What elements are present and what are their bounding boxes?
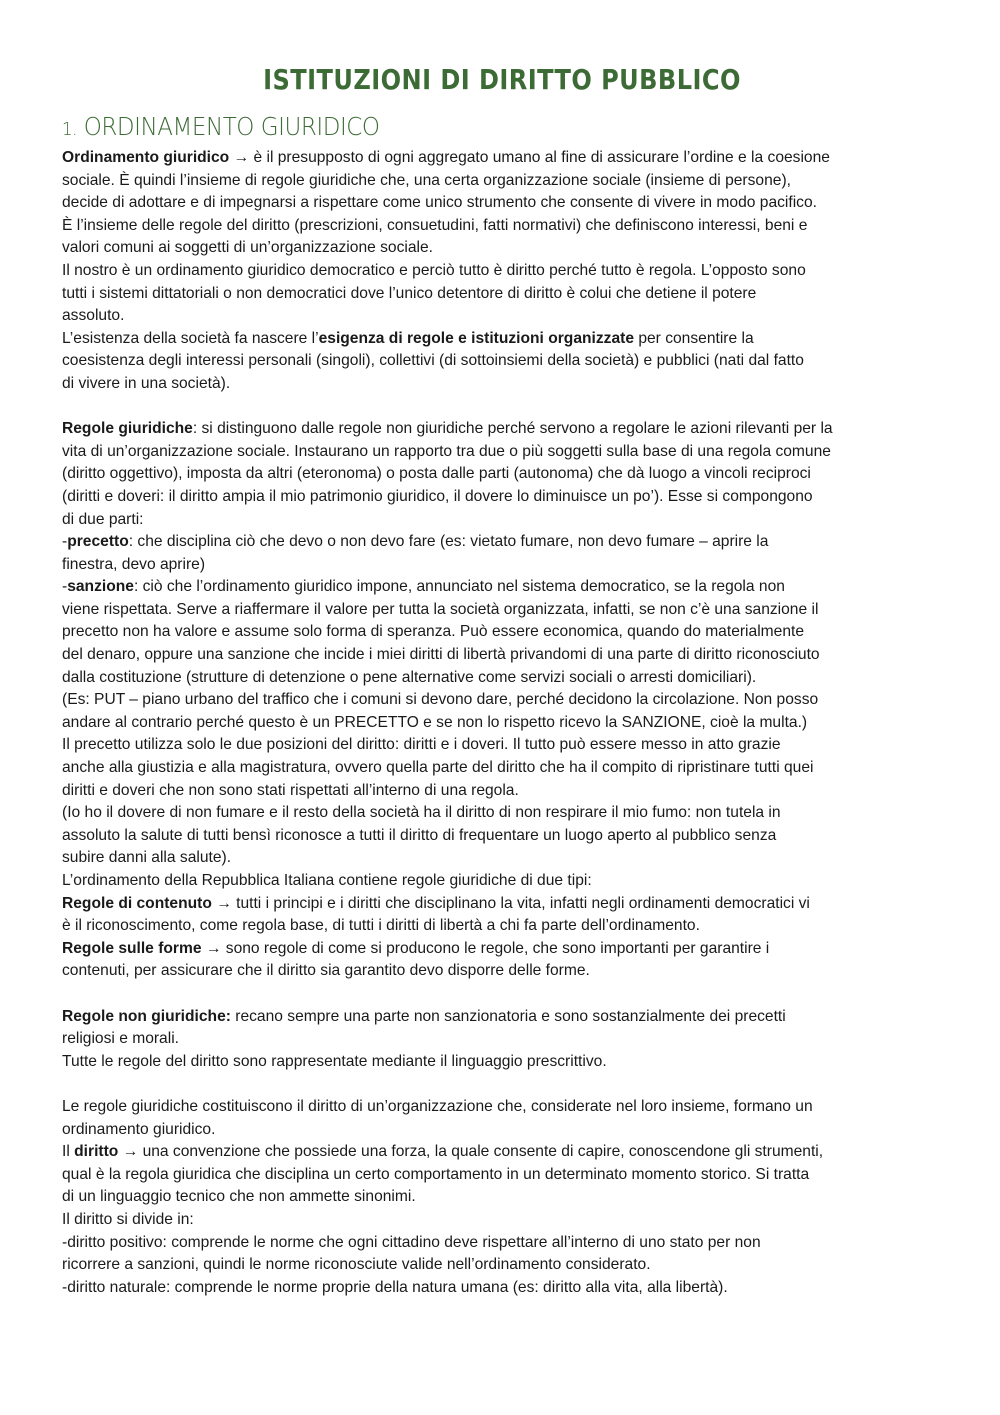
bold-term: Regole di contenuto xyxy=(62,894,212,912)
text-run: -diritto positivo: comprende le norme che ogni cittadino deve rispettare all’interno di uno stato per non xyxy=(62,1233,761,1251)
text-line xyxy=(62,667,942,690)
text-run: andare al contrario perché questo è un PRECETTO e se non lo rispetto ricevo la SANZIONE, cioè la multa.) xyxy=(62,713,808,731)
section-title: ORDINAMENTO GIURIDICO xyxy=(83,112,380,141)
text-line xyxy=(62,757,942,780)
text-run: diritti e doveri che non sono stati rispettati all’interno di una regola. xyxy=(62,781,519,799)
text-run: assoluto. xyxy=(62,307,125,325)
text-run: vita di un’organizzazione sociale. Instaurano un rapporto tra due o più soggetti sulla base di una regola comune xyxy=(62,442,831,460)
text-run: (Es: PUT – piano urbano del traffico che i comuni si devono dare, perché decidono la circolazione. Non posso xyxy=(62,691,819,709)
text-line xyxy=(62,1254,942,1277)
paragraph-gap xyxy=(62,1073,942,1096)
text-line xyxy=(62,373,942,396)
text-run: : ciò che l’ordinamento giuridico impone, annunciato nel sistema democratico, se la regola non xyxy=(133,578,785,596)
paragraph-gap xyxy=(62,396,942,419)
bold-term: Regole sulle forme xyxy=(62,939,202,957)
text-line xyxy=(62,621,942,644)
text-run: dalla costituzione (strutture di detenzione o pene alternative come servizi sociali o arresti domiciliari). xyxy=(62,668,757,686)
text-line xyxy=(62,825,942,848)
text-run: -diritto naturale: comprende le norme proprie della natura umana (es: diritto alla vita, alla libertà). xyxy=(62,1278,728,1296)
text-run: religiosi e morali. xyxy=(62,1030,179,1048)
text-run: Il nostro è un ordinamento giuridico democratico e perciò tutto è diritto perché tutto è regola. L’opposto sono xyxy=(62,261,806,279)
section-number: 1. xyxy=(62,119,77,140)
text-line xyxy=(62,1119,942,1142)
text-line xyxy=(62,531,942,554)
text-line xyxy=(62,847,942,870)
document-title: ISTITUZIONI DI DIRITTO PUBBLICO xyxy=(263,63,741,96)
text-line xyxy=(62,938,942,961)
bold-term: esigenza di regole e istituzioni organizzate xyxy=(318,329,634,347)
text-run: assoluto la salute di tutti bensì riconosce a tutti il diritto di frequentare un luogo aperto al pubblico senza xyxy=(62,826,777,844)
text-line xyxy=(62,1006,942,1029)
text-run: - xyxy=(62,578,68,596)
text-line xyxy=(62,1209,942,1232)
text-line xyxy=(62,260,942,283)
text-line xyxy=(62,554,942,577)
text-run: ordinamento giuridico. xyxy=(62,1120,216,1138)
text-run: viene rispettata. Serve a riaffermare il valore per tutta la società organizzata, infatti, se non c’è una sanzione il xyxy=(62,600,819,618)
text-line xyxy=(62,283,942,306)
text-run: → sono regole di come si producono le regole, che sono importanti per garantire i xyxy=(201,939,770,957)
text-run: contenuti, per assicurare che il diritto sia garantito devo disporre delle forme. xyxy=(62,962,590,980)
text-line xyxy=(62,170,942,193)
text-line xyxy=(62,328,942,351)
text-line xyxy=(62,689,942,712)
text-line xyxy=(62,644,942,667)
text-line xyxy=(62,893,942,916)
text-run: per consentire la xyxy=(634,329,754,347)
text-run: è il riconoscimento, come regola base, di tutti i diritti di libertà a chi fa parte dell’ordinamento. xyxy=(62,917,700,935)
text-run: Il xyxy=(62,1143,75,1161)
text-line xyxy=(62,599,942,622)
text-line xyxy=(62,802,942,825)
text-line xyxy=(62,441,942,464)
text-line xyxy=(62,1096,942,1119)
document-page xyxy=(62,58,942,1299)
text-run: coesistenza degli interessi personali (singoli), collettivi (di sottoinsiemi della società) e pubblici (nati dal fatto xyxy=(62,352,804,370)
bold-term: Ordinamento giuridico xyxy=(62,149,230,166)
text-run: L’ordinamento della Repubblica Italiana contiene regole giuridiche di due tipi: xyxy=(62,872,592,889)
text-line xyxy=(62,1051,942,1074)
text-run: (Io ho il dovere di non fumare e il resto della società ha il diritto di non respirare il mio fumo: non tutela in xyxy=(62,804,781,822)
text-run: recano sempre una parte non sanzionatoria e sono sostanzialmente dei precetti xyxy=(230,1007,786,1025)
text-line xyxy=(62,509,942,532)
text-line xyxy=(62,305,942,328)
text-line xyxy=(62,1028,942,1051)
text-run: : si distinguono dalle regole non giuridiche perché servono a regolare le azioni rilevanti per la xyxy=(192,420,833,438)
text-line xyxy=(62,870,942,893)
text-line xyxy=(62,192,942,215)
text-run: Tutte le regole del diritto sono rappresentate mediante il linguaggio prescrittivo. xyxy=(62,1052,607,1070)
text-run: → tutti i principi e i diritti che disciplinano la vita, infatti negli ordinamenti democratici vi xyxy=(211,894,810,912)
text-run: di due parti: xyxy=(62,510,144,528)
bold-term: sanzione xyxy=(67,578,134,596)
text-run: valori comuni ai soggetti di un’organizzazione sociale. xyxy=(62,239,433,257)
text-line xyxy=(62,237,942,260)
text-run: decide di adottare e di impegnarsi a rispettare come unico strumento che consente di vivere in modo pacifico. xyxy=(62,194,817,212)
text-line xyxy=(62,915,942,938)
text-line xyxy=(62,780,942,803)
text-run: di vivere in una società). xyxy=(62,374,231,392)
bold-term: Regole non giuridiche: xyxy=(62,1007,231,1025)
section-heading xyxy=(62,112,872,145)
text-run: (diritti e doveri: il diritto ampia il mio patrimonio giuridico, il dovere lo diminuisce un po’). Esse si compongono xyxy=(62,487,813,505)
text-run: ricorrere a sanzioni, quindi le norme riconosciute valide nell’ordinamento considerato. xyxy=(62,1256,651,1274)
text-line xyxy=(62,576,942,599)
bold-term: diritto xyxy=(74,1143,119,1161)
text-line xyxy=(62,486,942,509)
text-line xyxy=(62,350,942,373)
text-run: sociale. È quindi l’insieme di regole giuridiche che, una certa organizzazione sociale (insieme di persone), xyxy=(62,171,791,189)
text-line xyxy=(62,1186,942,1209)
text-run: tutti i sistemi dittatoriali o non democratici dove l’unico detentore di diritto è colui che detiene il potere xyxy=(62,284,757,302)
text-run: del denaro, oppure una sanzione che incide i miei diritti di libertà privandomi di una parte di diritto riconosciuto xyxy=(62,646,820,664)
body-text xyxy=(62,147,942,1299)
text-run: → è il presupposto di ogni aggregato umano al fine di assicurare l’ordine e la coesione xyxy=(229,149,830,166)
text-line xyxy=(62,960,942,983)
text-run: Il precetto utilizza solo le due posizioni del diritto: diritti e i doveri. Il tutto può essere messo in atto grazie xyxy=(62,736,781,754)
text-run: Le regole giuridiche costituiscono il diritto di un’organizzazione che, considerate nel loro insieme, formano un xyxy=(62,1097,813,1115)
text-run: - xyxy=(62,533,68,551)
text-line xyxy=(62,1141,942,1164)
text-run: Il diritto si divide in: xyxy=(62,1210,194,1228)
text-run: di un linguaggio tecnico che non ammette sinonimi. xyxy=(62,1188,416,1206)
text-line xyxy=(62,463,942,486)
text-line xyxy=(62,734,942,757)
text-run: anche alla giustizia e alla magistratura, ovvero quella parte del diritto che ha il compito di ripristinare tutti quei xyxy=(62,759,814,777)
bold-term: precetto xyxy=(67,533,129,551)
paragraph-gap xyxy=(62,983,942,1006)
text-line xyxy=(62,1164,942,1187)
text-line xyxy=(62,712,942,735)
text-run: precetto non ha valore e assume solo forma di speranza. Può essere economica, quando do materialmente xyxy=(62,623,804,641)
text-line xyxy=(62,1277,942,1300)
text-run: → una convenzione che possiede una forza, la quale consente di capire, conoscendone gli strumenti, xyxy=(118,1143,824,1161)
text-run: subire danni alla salute). xyxy=(62,849,232,867)
text-line xyxy=(62,1232,942,1255)
text-line xyxy=(62,147,942,170)
text-line xyxy=(62,215,942,238)
text-run: finestra, devo aprire) xyxy=(62,555,206,573)
text-run: : che disciplina ciò che devo o non devo fare (es: vietato fumare, non devo fumare – aprire la xyxy=(128,533,769,551)
text-line xyxy=(62,418,942,441)
text-run: (diritto oggettivo), imposta da altri (eteronoma) o posta dalle parti (autonoma) che dà luogo a vincoli reciproci xyxy=(62,465,811,483)
text-run: È l’insieme delle regole del diritto (prescrizioni, consuetudini, fatti normativi) che definiscono interessi, beni e xyxy=(62,216,808,234)
text-run: L’esistenza della società fa nascere l’ xyxy=(62,329,319,347)
text-run: qual è la regola giuridica che disciplina un certo comportamento in un determinato momento storico. Si tratta xyxy=(62,1165,810,1183)
bold-term: Regole giuridiche xyxy=(62,420,193,438)
